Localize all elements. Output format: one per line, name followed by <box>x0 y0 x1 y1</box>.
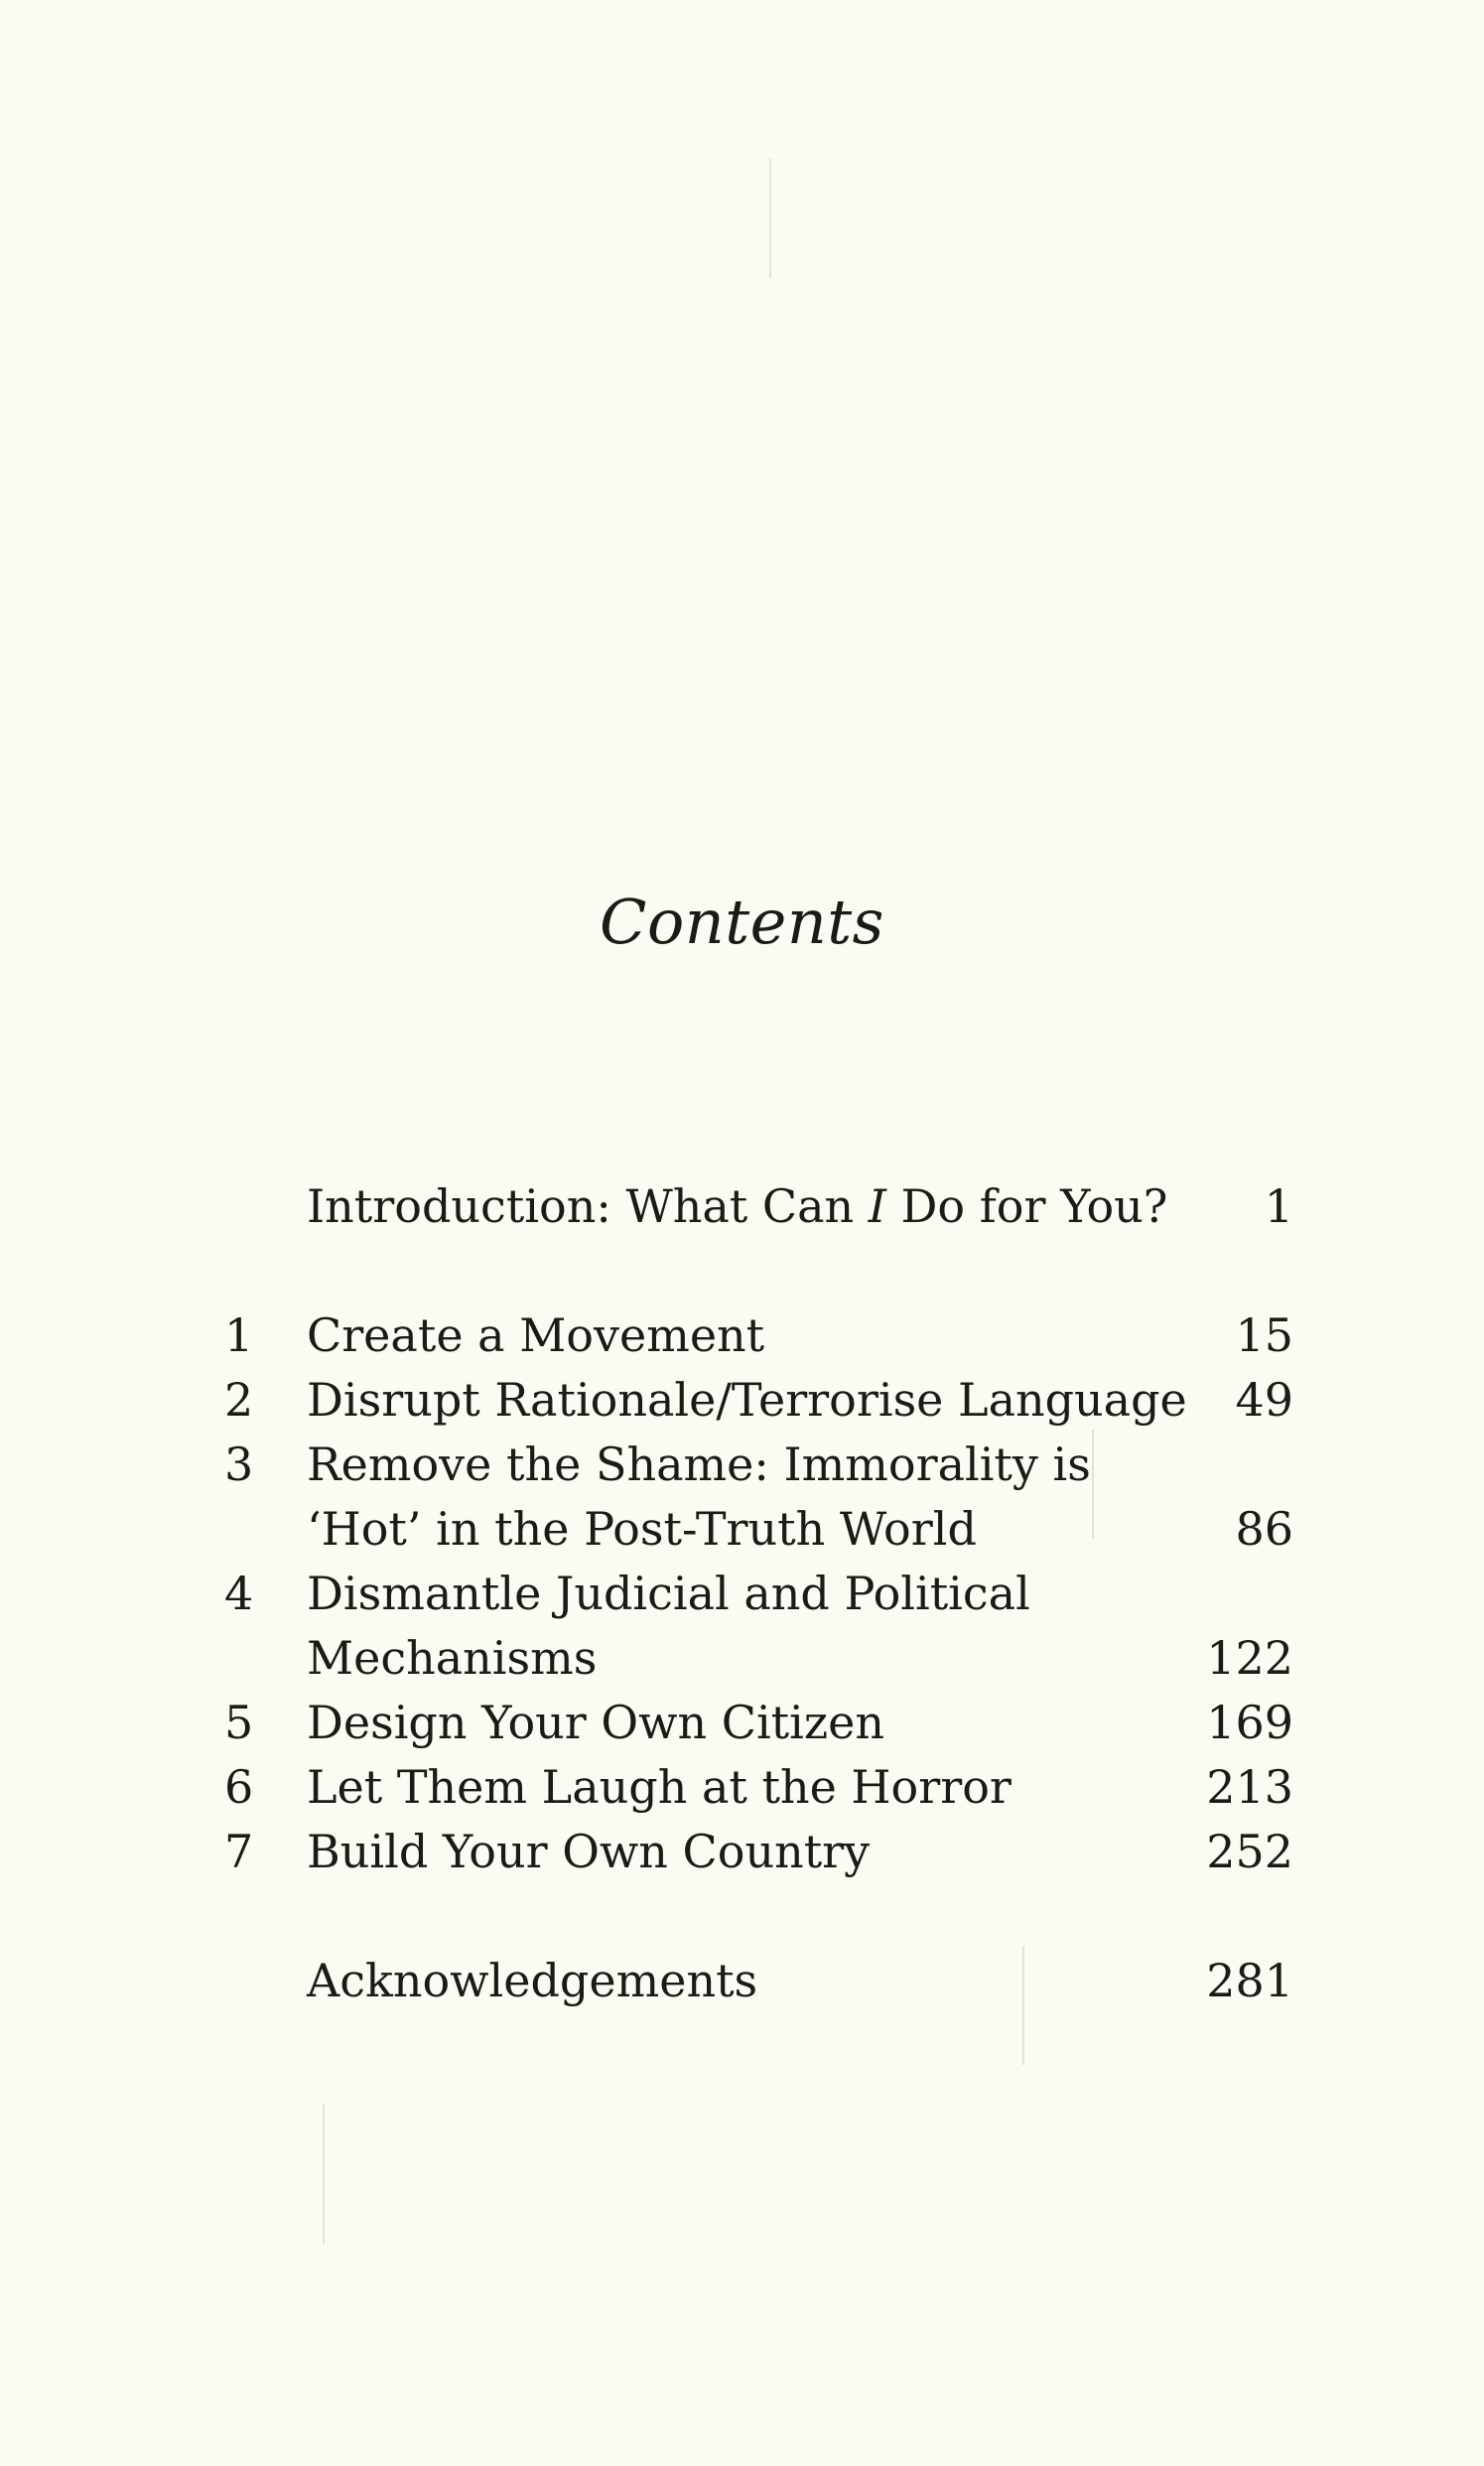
toc-chapter-number: 1 <box>224 1308 254 1362</box>
toc-entry-chapter-4 <box>0 1561 1484 1626</box>
toc-chapter-number: 4 <box>224 1567 254 1620</box>
toc-entry-title: Remove the Shame: Immorality is <box>307 1438 1091 1491</box>
toc-page-number: 213 <box>1206 1760 1293 1814</box>
toc-entry-chapter-5 <box>0 1690 1484 1755</box>
toc-page-number: 86 <box>1235 1502 1293 1556</box>
toc-entry-introduction <box>0 1173 1484 1239</box>
toc-page-number: 169 <box>1206 1696 1293 1749</box>
toc-page-number: 252 <box>1206 1825 1293 1878</box>
page-title: Contents <box>600 886 884 958</box>
toc-entry-chapter-4-continued <box>0 1625 1484 1691</box>
toc-entry-chapter-3 <box>0 1432 1484 1497</box>
toc-page-number: 281 <box>1206 1954 1293 2007</box>
toc-entry-title: Acknowledgements <box>307 1954 758 2007</box>
toc-chapter-number: 3 <box>224 1438 254 1491</box>
toc-entry-title: Let Them Laugh at the Horror <box>307 1760 1012 1814</box>
scan-line-artifact <box>769 159 771 278</box>
toc-entry-title: Introduction: What Can I Do for You? <box>307 1179 1168 1233</box>
toc-entry-chapter-6 <box>0 1754 1484 1820</box>
toc-chapter-number: 2 <box>224 1373 254 1427</box>
toc-entry-acknowledgements <box>0 1948 1484 2013</box>
toc-entry-chapter-7 <box>0 1819 1484 1884</box>
toc-chapter-number: 6 <box>224 1760 254 1814</box>
toc-page-number: 122 <box>1206 1631 1293 1685</box>
toc-entry-title: Design Your Own Citizen <box>307 1696 884 1749</box>
toc-chapter-number: 7 <box>224 1825 254 1878</box>
toc-entry-chapter-2 <box>0 1367 1484 1433</box>
toc-entry-title-continued: Mechanisms <box>307 1631 598 1685</box>
toc-page-number: 49 <box>1235 1373 1293 1427</box>
toc-entry-chapter-3-continued <box>0 1496 1484 1562</box>
toc-entry-chapter-1 <box>0 1302 1484 1368</box>
scan-line-artifact <box>323 2105 325 2244</box>
toc-entry-title: Dismantle Judicial and Political <box>307 1567 1030 1620</box>
toc-page-number: 15 <box>1235 1308 1293 1362</box>
toc-entry-title: Disrupt Rationale/Terrorise Language <box>307 1373 1187 1427</box>
toc-entry-title: Create a Movement <box>307 1308 765 1362</box>
toc-page-number: 1 <box>1264 1179 1293 1233</box>
toc-chapter-number: 5 <box>224 1696 254 1749</box>
toc-entry-title: Build Your Own Country <box>307 1825 871 1878</box>
toc-entry-title-continued: ‘Hot’ in the Post-Truth World <box>307 1502 977 1556</box>
